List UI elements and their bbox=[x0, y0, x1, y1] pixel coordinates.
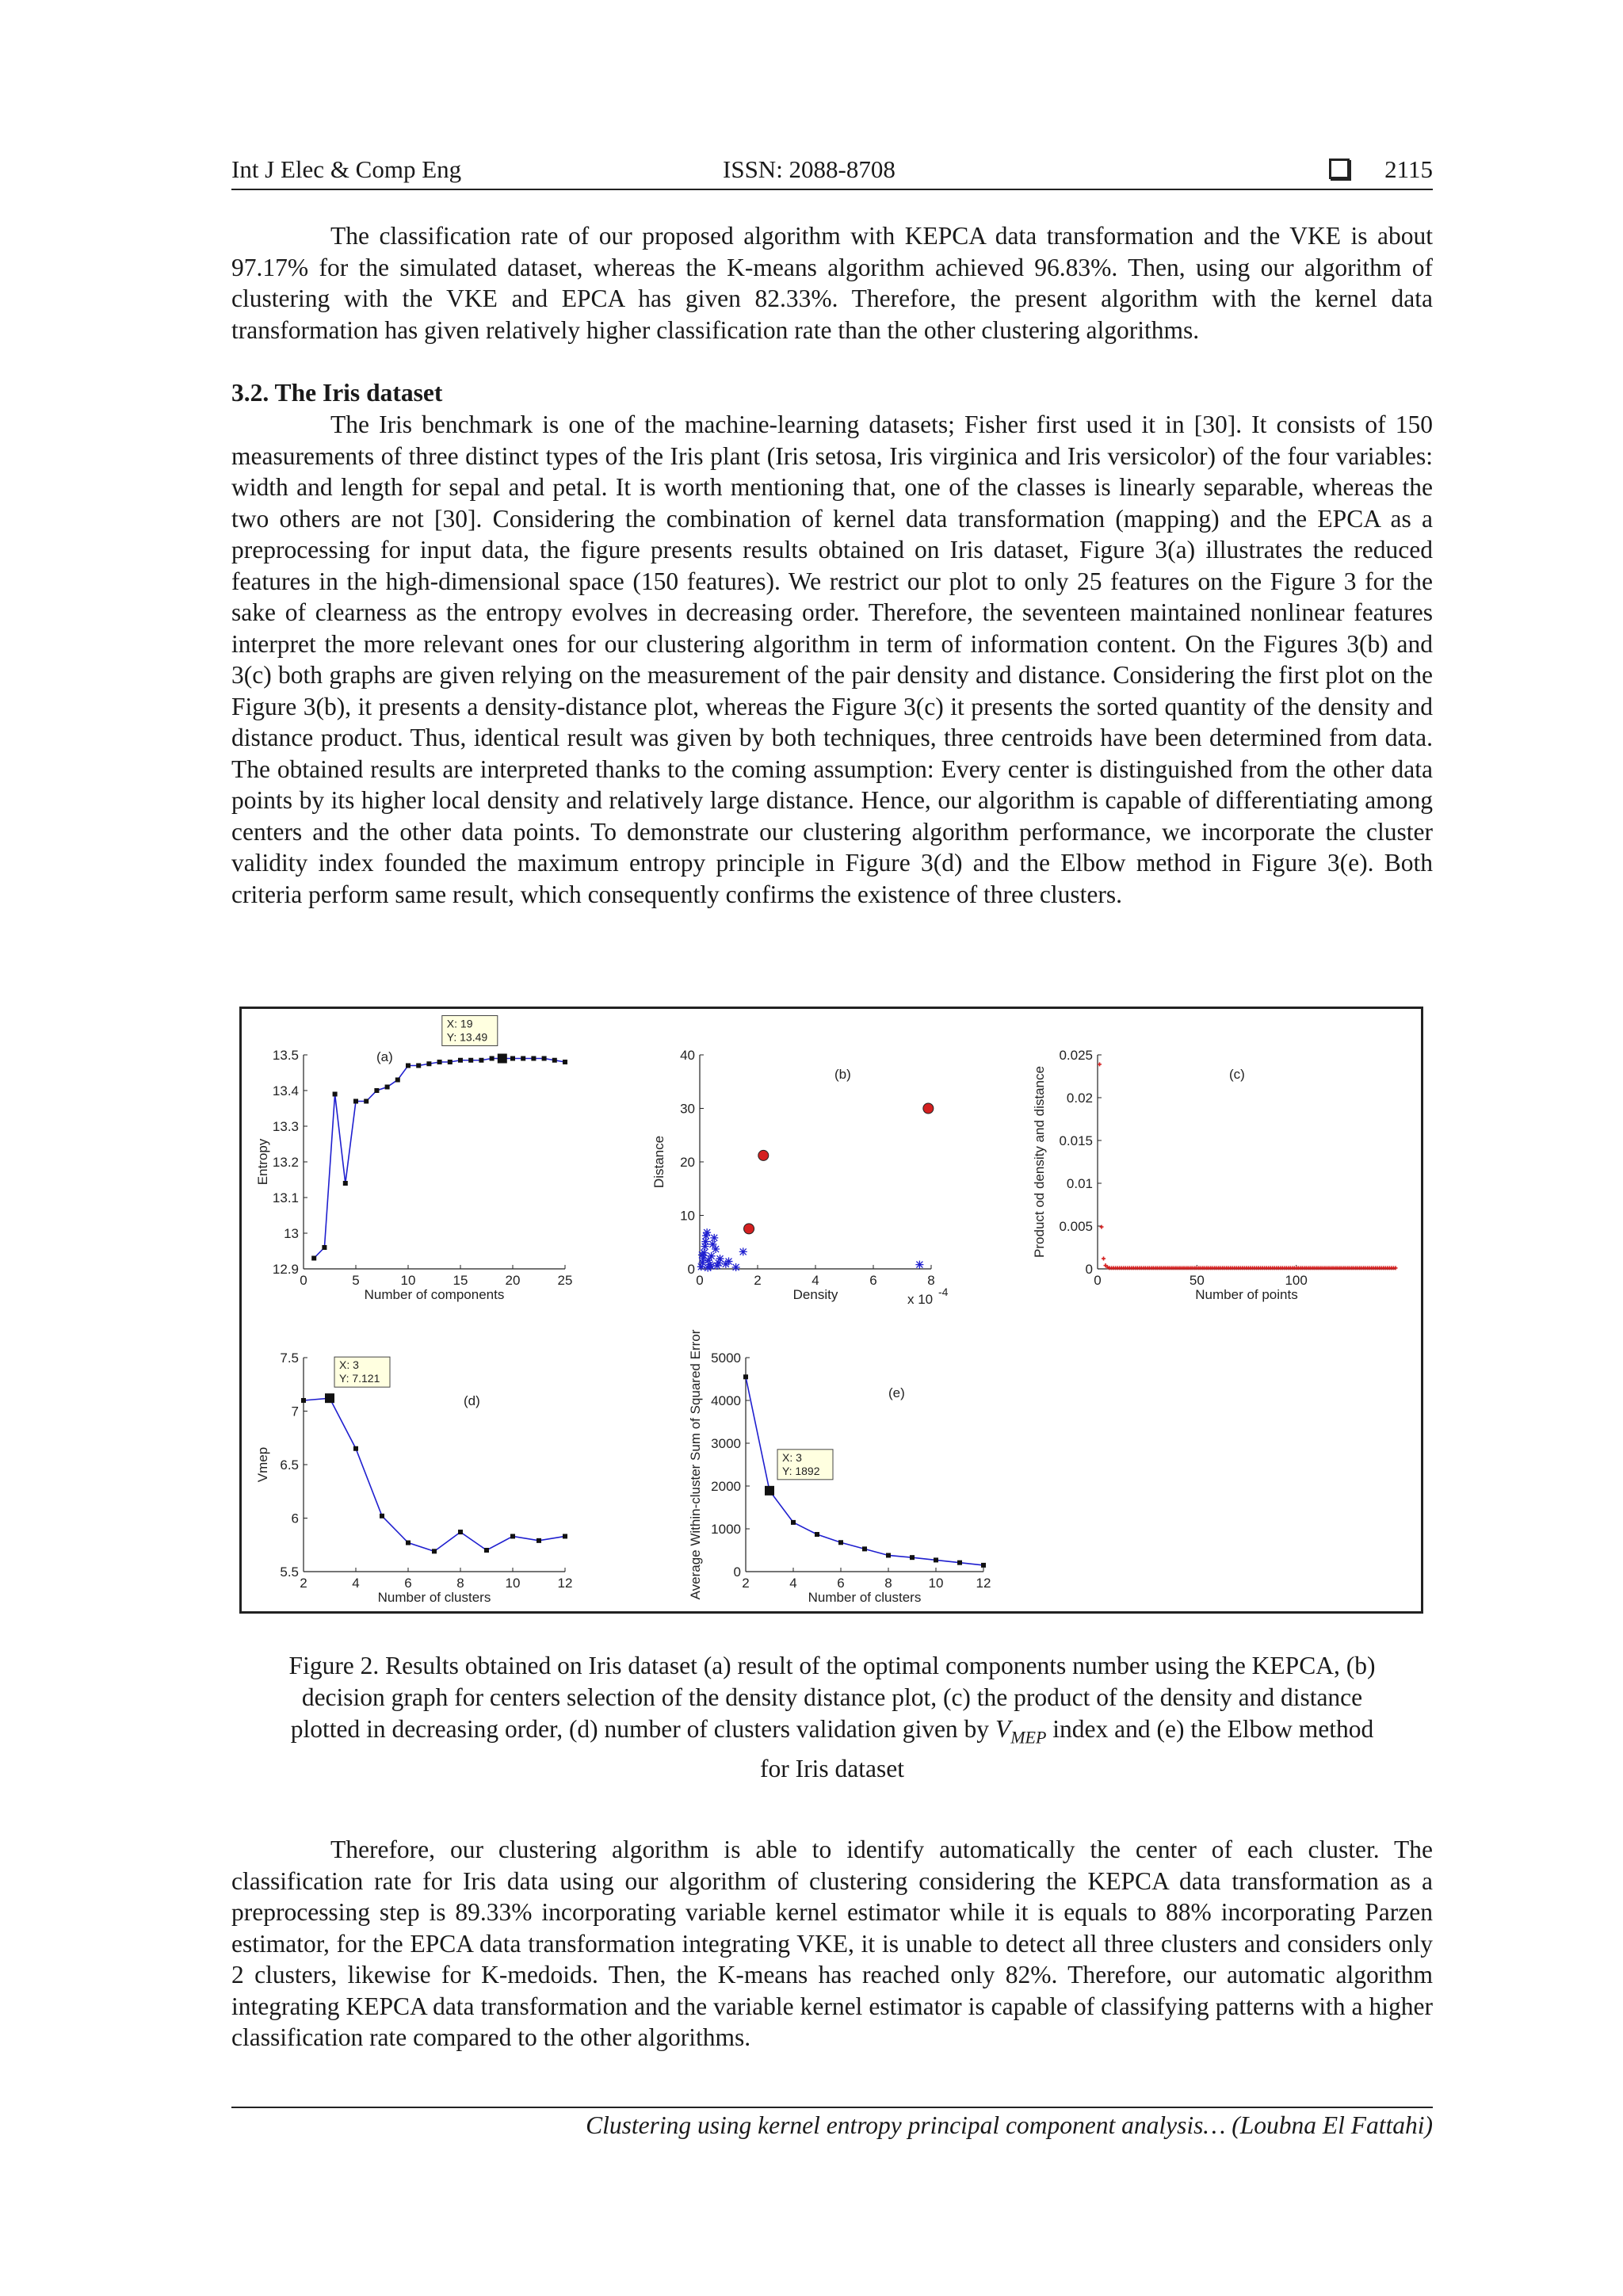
figure-caption bbox=[231, 1650, 1433, 1785]
y-tick-label: 0.02 bbox=[1066, 1091, 1093, 1106]
vmep-symbol: V bbox=[995, 1715, 1011, 1743]
x-axis-label: Number of clusters bbox=[808, 1590, 922, 1605]
data-point bbox=[521, 1056, 525, 1061]
y-tick-label: 5000 bbox=[711, 1350, 741, 1366]
data-point bbox=[725, 1258, 733, 1266]
y-tick-label: 2000 bbox=[711, 1479, 741, 1494]
data-point bbox=[484, 1548, 489, 1553]
data-point bbox=[715, 1259, 723, 1267]
page-number: 2115 bbox=[1384, 155, 1433, 183]
x-tick-label: 4 bbox=[812, 1273, 819, 1288]
data-point bbox=[468, 1058, 473, 1063]
data-point bbox=[707, 1263, 715, 1270]
y-tick-label: 0.01 bbox=[1066, 1176, 1093, 1191]
y-tick-label: 13.2 bbox=[272, 1155, 299, 1170]
series-line bbox=[314, 1059, 565, 1259]
data-point bbox=[531, 1056, 536, 1061]
data-point bbox=[712, 1245, 720, 1253]
x-tick-label: 10 bbox=[928, 1576, 944, 1591]
x-tick-label: 8 bbox=[884, 1576, 892, 1591]
x-tick-label: 6 bbox=[404, 1576, 412, 1591]
data-point bbox=[353, 1099, 358, 1104]
caption-line-1: Figure 2. Results obtained on Iris dataset (a) result of the optimal components number using the KEPCA, (b) bbox=[288, 1652, 1376, 1679]
data-point bbox=[934, 1557, 938, 1562]
x-tick-label: 0 bbox=[1094, 1273, 1102, 1288]
x-tick-label: 12 bbox=[557, 1576, 573, 1591]
data-point bbox=[510, 1056, 515, 1061]
panel-label: (a) bbox=[376, 1049, 393, 1064]
y-tick-label: 5.5 bbox=[280, 1564, 299, 1580]
x-axis-label: Number of points bbox=[1195, 1287, 1298, 1302]
data-point bbox=[353, 1446, 358, 1451]
x-tick-label: 8 bbox=[456, 1576, 464, 1591]
y-tick-label: 13.1 bbox=[272, 1190, 299, 1205]
x-tick-label: 8 bbox=[927, 1273, 935, 1288]
journal-name: Int J Elec & Comp Eng bbox=[231, 155, 462, 183]
datatip-marker bbox=[765, 1486, 774, 1496]
x-tick-label: 0 bbox=[696, 1273, 704, 1288]
y-tick-label: 7 bbox=[291, 1404, 299, 1419]
x-tick-label: 4 bbox=[352, 1576, 360, 1591]
y-tick-label: 6 bbox=[291, 1511, 299, 1526]
data-point bbox=[957, 1561, 962, 1565]
paragraph-2: The Iris benchmark is one of the machine-learning datasets; Fisher first used it in [30]. It consists of 150 measurements of three distinct types of the Iris plant (Iris setosa, Iris virginica and Iris versicolor) of the four variables: width and length for sepal and petal. It is worth mentioning that, one of the classes is linearly separable, whereas the two others are not [30]. Considering the combination of kernel data transformation (mapping) and the EPCA as a preprocessing for input data, the figure presents results obtained on Iris dataset, Figure 3(a) illustrates the reduced features in the high-dimensional space (150 features). We restrict our plot to only 25 features on the Figure 3 for the sake of clearness as the entropy evolves in decreasing order. Therefore, the seventeen maintained nonlinear features interpret the more relevant ones for our clustering algorithm in term of information content. On the Figures 3(b) and 3(c) both graphs are given relying on the measurement of the pair density and distance. Considering the first plot on the Figure 3(b), it presents a density-distance plot, whereas the Figure 3(c) it presents the sorted quantity of the density and distance product. Thus, identical result was given by both techniques, three centroids have been determined from data. The obtained results are interpreted thanks to the coming assumption: Every center is distinguished from the other data points by its higher local density and relatively large distance. Hence, our algorithm is capable of differentiating among centers and the other data points. To demonstrate our clustering algorithm performance, we incorporate the cluster validity index founded the maximum entropy principle in Figure 3(d) and the Elbow method in Figure 3(e). Both criteria perform same result, which consequently confirms the existence of three clusters. bbox=[231, 411, 1433, 908]
panel-label: (e) bbox=[888, 1385, 905, 1400]
figure-2-panels bbox=[242, 1009, 1421, 1611]
data-point bbox=[698, 1251, 706, 1259]
data-point bbox=[739, 1247, 747, 1255]
y-tick-label: 1000 bbox=[711, 1522, 741, 1537]
data-point bbox=[301, 1398, 306, 1403]
x-tick-label: 2 bbox=[742, 1576, 750, 1591]
x-tick-label: 4 bbox=[789, 1576, 797, 1591]
x-tick-label: 6 bbox=[837, 1576, 845, 1591]
data-point bbox=[333, 1092, 338, 1097]
data-point bbox=[490, 1056, 495, 1061]
section-title: 3.2. The Iris dataset bbox=[231, 379, 443, 407]
center-point bbox=[923, 1103, 934, 1114]
y-axis-label: Distance bbox=[651, 1135, 666, 1189]
data-point bbox=[743, 1374, 748, 1379]
y-tick-label: 13.5 bbox=[272, 1048, 299, 1063]
y-tick-label: 40 bbox=[680, 1048, 695, 1063]
page-number-group bbox=[1329, 155, 1433, 184]
x-exponent-power: -4 bbox=[938, 1286, 949, 1298]
data-point bbox=[732, 1263, 740, 1271]
data-point bbox=[406, 1541, 411, 1545]
y-tick-label: 13 bbox=[284, 1226, 299, 1241]
data-point bbox=[815, 1532, 819, 1537]
caption-line-3 bbox=[231, 1713, 1433, 1753]
caption-line-4: for Iris dataset bbox=[760, 1755, 904, 1783]
y-tick-label: 13.4 bbox=[272, 1083, 299, 1098]
y-tick-label: 4000 bbox=[711, 1393, 741, 1408]
y-tick-label: 13.3 bbox=[272, 1119, 299, 1134]
data-point bbox=[510, 1534, 515, 1538]
x-axis-label: Density bbox=[792, 1287, 838, 1302]
caption-line-3a: plotted in decreasing order, (d) number of clusters validation given by bbox=[290, 1715, 995, 1743]
x-tick-label: 2 bbox=[300, 1576, 307, 1591]
data-point bbox=[395, 1078, 400, 1083]
caption-line-2: decision graph for centers selection of the density distance plot, (c) the product of the density and distance bbox=[301, 1683, 1363, 1711]
data-point bbox=[1098, 1062, 1102, 1066]
data-point bbox=[1100, 1225, 1104, 1229]
page-header bbox=[231, 152, 1433, 190]
y-tick-label: 0.005 bbox=[1059, 1219, 1093, 1234]
data-point bbox=[838, 1540, 843, 1545]
vmep-subscript: MEP bbox=[1010, 1727, 1047, 1748]
x-tick-label: 6 bbox=[869, 1273, 877, 1288]
y-tick-label: 0 bbox=[733, 1564, 741, 1580]
x-tick-label: 15 bbox=[453, 1273, 468, 1288]
x-exponent: x 10 bbox=[907, 1292, 934, 1307]
data-point bbox=[432, 1549, 437, 1553]
x-tick-label: 0 bbox=[300, 1273, 307, 1288]
datatip-x: X: 3 bbox=[339, 1358, 359, 1372]
data-point bbox=[458, 1530, 463, 1534]
data-point bbox=[426, 1061, 431, 1066]
y-tick-label: 12.9 bbox=[272, 1262, 299, 1277]
data-point bbox=[886, 1553, 891, 1557]
y-tick-label: 0 bbox=[1085, 1262, 1093, 1277]
x-tick-label: 2 bbox=[754, 1273, 762, 1288]
datatip-y: Y: 7.121 bbox=[339, 1372, 380, 1385]
data-point bbox=[406, 1064, 411, 1068]
data-point bbox=[322, 1245, 327, 1250]
data-point bbox=[552, 1058, 557, 1063]
caption-line-3b: index and (e) the Elbow method bbox=[1046, 1715, 1374, 1743]
datatip-marker bbox=[325, 1393, 334, 1403]
datatip-x: X: 19 bbox=[446, 1017, 473, 1030]
x-axis-label: Number of clusters bbox=[377, 1590, 491, 1605]
data-point bbox=[981, 1563, 986, 1568]
data-point bbox=[708, 1252, 716, 1260]
center-point bbox=[758, 1150, 769, 1160]
x-tick-label: 10 bbox=[400, 1273, 416, 1288]
data-point bbox=[437, 1060, 442, 1064]
y-tick-label: 0.025 bbox=[1059, 1048, 1093, 1063]
data-point bbox=[703, 1228, 711, 1236]
y-axis-label: Entropy bbox=[255, 1138, 270, 1186]
y-tick-label: 30 bbox=[680, 1101, 695, 1117]
data-point bbox=[910, 1555, 915, 1560]
data-point bbox=[563, 1534, 567, 1538]
y-tick-label: 10 bbox=[680, 1208, 695, 1224]
y-tick-label: 0.015 bbox=[1059, 1133, 1093, 1148]
data-point bbox=[791, 1520, 796, 1525]
data-point bbox=[1102, 1257, 1106, 1261]
data-point bbox=[915, 1261, 923, 1269]
y-tick-label: 7.5 bbox=[280, 1350, 299, 1366]
y-axis-label: Vmep bbox=[255, 1446, 270, 1483]
panel-label: (d) bbox=[464, 1393, 480, 1408]
data-point bbox=[385, 1085, 390, 1090]
data-point bbox=[862, 1546, 867, 1551]
panel-label: (c) bbox=[1229, 1067, 1245, 1082]
data-point bbox=[448, 1060, 453, 1064]
y-axis-label: Product od density and distance bbox=[1032, 1066, 1047, 1258]
data-point bbox=[374, 1088, 379, 1093]
square-icon bbox=[1329, 159, 1350, 179]
data-point bbox=[458, 1058, 463, 1063]
y-tick-label: 3000 bbox=[711, 1436, 741, 1451]
center-point bbox=[744, 1224, 754, 1234]
paragraph-1: The classification rate of our proposed algorithm with KEPCA data transformation and the VKE is about 97.17% for the simulated dataset, whereas the K-means algorithm achieved 96.83%. Then, using our algorithm of clustering with the VKE and EPCA has given 82.33%. Therefore, the present algorithm with the kernel data transformation has given relatively higher classification rate than the other clustering algorithms. bbox=[231, 222, 1433, 344]
panel-label: (b) bbox=[834, 1067, 851, 1082]
x-tick-label: 25 bbox=[557, 1273, 573, 1288]
data-point bbox=[416, 1064, 421, 1068]
x-axis-label: Number of components bbox=[364, 1287, 505, 1302]
data-point bbox=[537, 1538, 541, 1543]
data-point bbox=[311, 1256, 316, 1261]
datatip-y: Y: 13.49 bbox=[446, 1030, 488, 1044]
datatip-y: Y: 1892 bbox=[782, 1464, 820, 1477]
paragraph-3: Therefore, our clustering algorithm is able to identify automatically the center of each cluster. The classification rate for Iris data using our algorithm of clustering considering the KEPCA data transformation as a preprocessing step is 89.33% incorporating variable kernel estimator while it is equals to 88% incorporating Parzen estimator, for the EPCA data transformation integrating VKE, it is unable to detect all three clusters and considers only 2 clusters, likewise for K-medoids. Then, the K-means has reached only 82%. Therefore, our automatic algorithm integrating KEPCA data transformation and the variable kernel estimator is capable of classifying patterns with a higher classification rate compared to the other algorithms. bbox=[231, 1836, 1433, 2051]
x-tick-label: 5 bbox=[352, 1273, 360, 1288]
x-tick-label: 100 bbox=[1285, 1273, 1308, 1288]
issn: ISSN: 2088-8708 bbox=[723, 155, 896, 183]
data-point bbox=[563, 1060, 567, 1064]
datatip-x: X: 3 bbox=[782, 1450, 802, 1464]
data-point bbox=[364, 1099, 369, 1104]
x-tick-label: 12 bbox=[976, 1576, 991, 1591]
x-tick-label: 50 bbox=[1189, 1273, 1205, 1288]
data-point bbox=[701, 1238, 709, 1246]
data-point bbox=[710, 1234, 718, 1242]
data-point bbox=[479, 1058, 483, 1063]
y-tick-label: 6.5 bbox=[280, 1457, 299, 1473]
series-line bbox=[304, 1398, 565, 1551]
figure-2 bbox=[239, 1007, 1423, 1614]
y-tick-label: 20 bbox=[680, 1155, 695, 1170]
datatip-marker bbox=[498, 1054, 507, 1064]
x-tick-label: 10 bbox=[505, 1576, 521, 1591]
y-tick-label: 0 bbox=[687, 1262, 695, 1277]
x-tick-label: 20 bbox=[505, 1273, 521, 1288]
data-point bbox=[380, 1514, 384, 1519]
page-footer: Clustering using kernel entropy principal component analysis… (Loubna El Fattahi) bbox=[586, 2111, 1433, 2139]
data-point bbox=[343, 1181, 348, 1186]
data-point bbox=[542, 1056, 547, 1061]
footer-rule bbox=[231, 2107, 1433, 2108]
y-axis-label: Average Within-cluster Sum of Squared Error bbox=[688, 1329, 703, 1600]
